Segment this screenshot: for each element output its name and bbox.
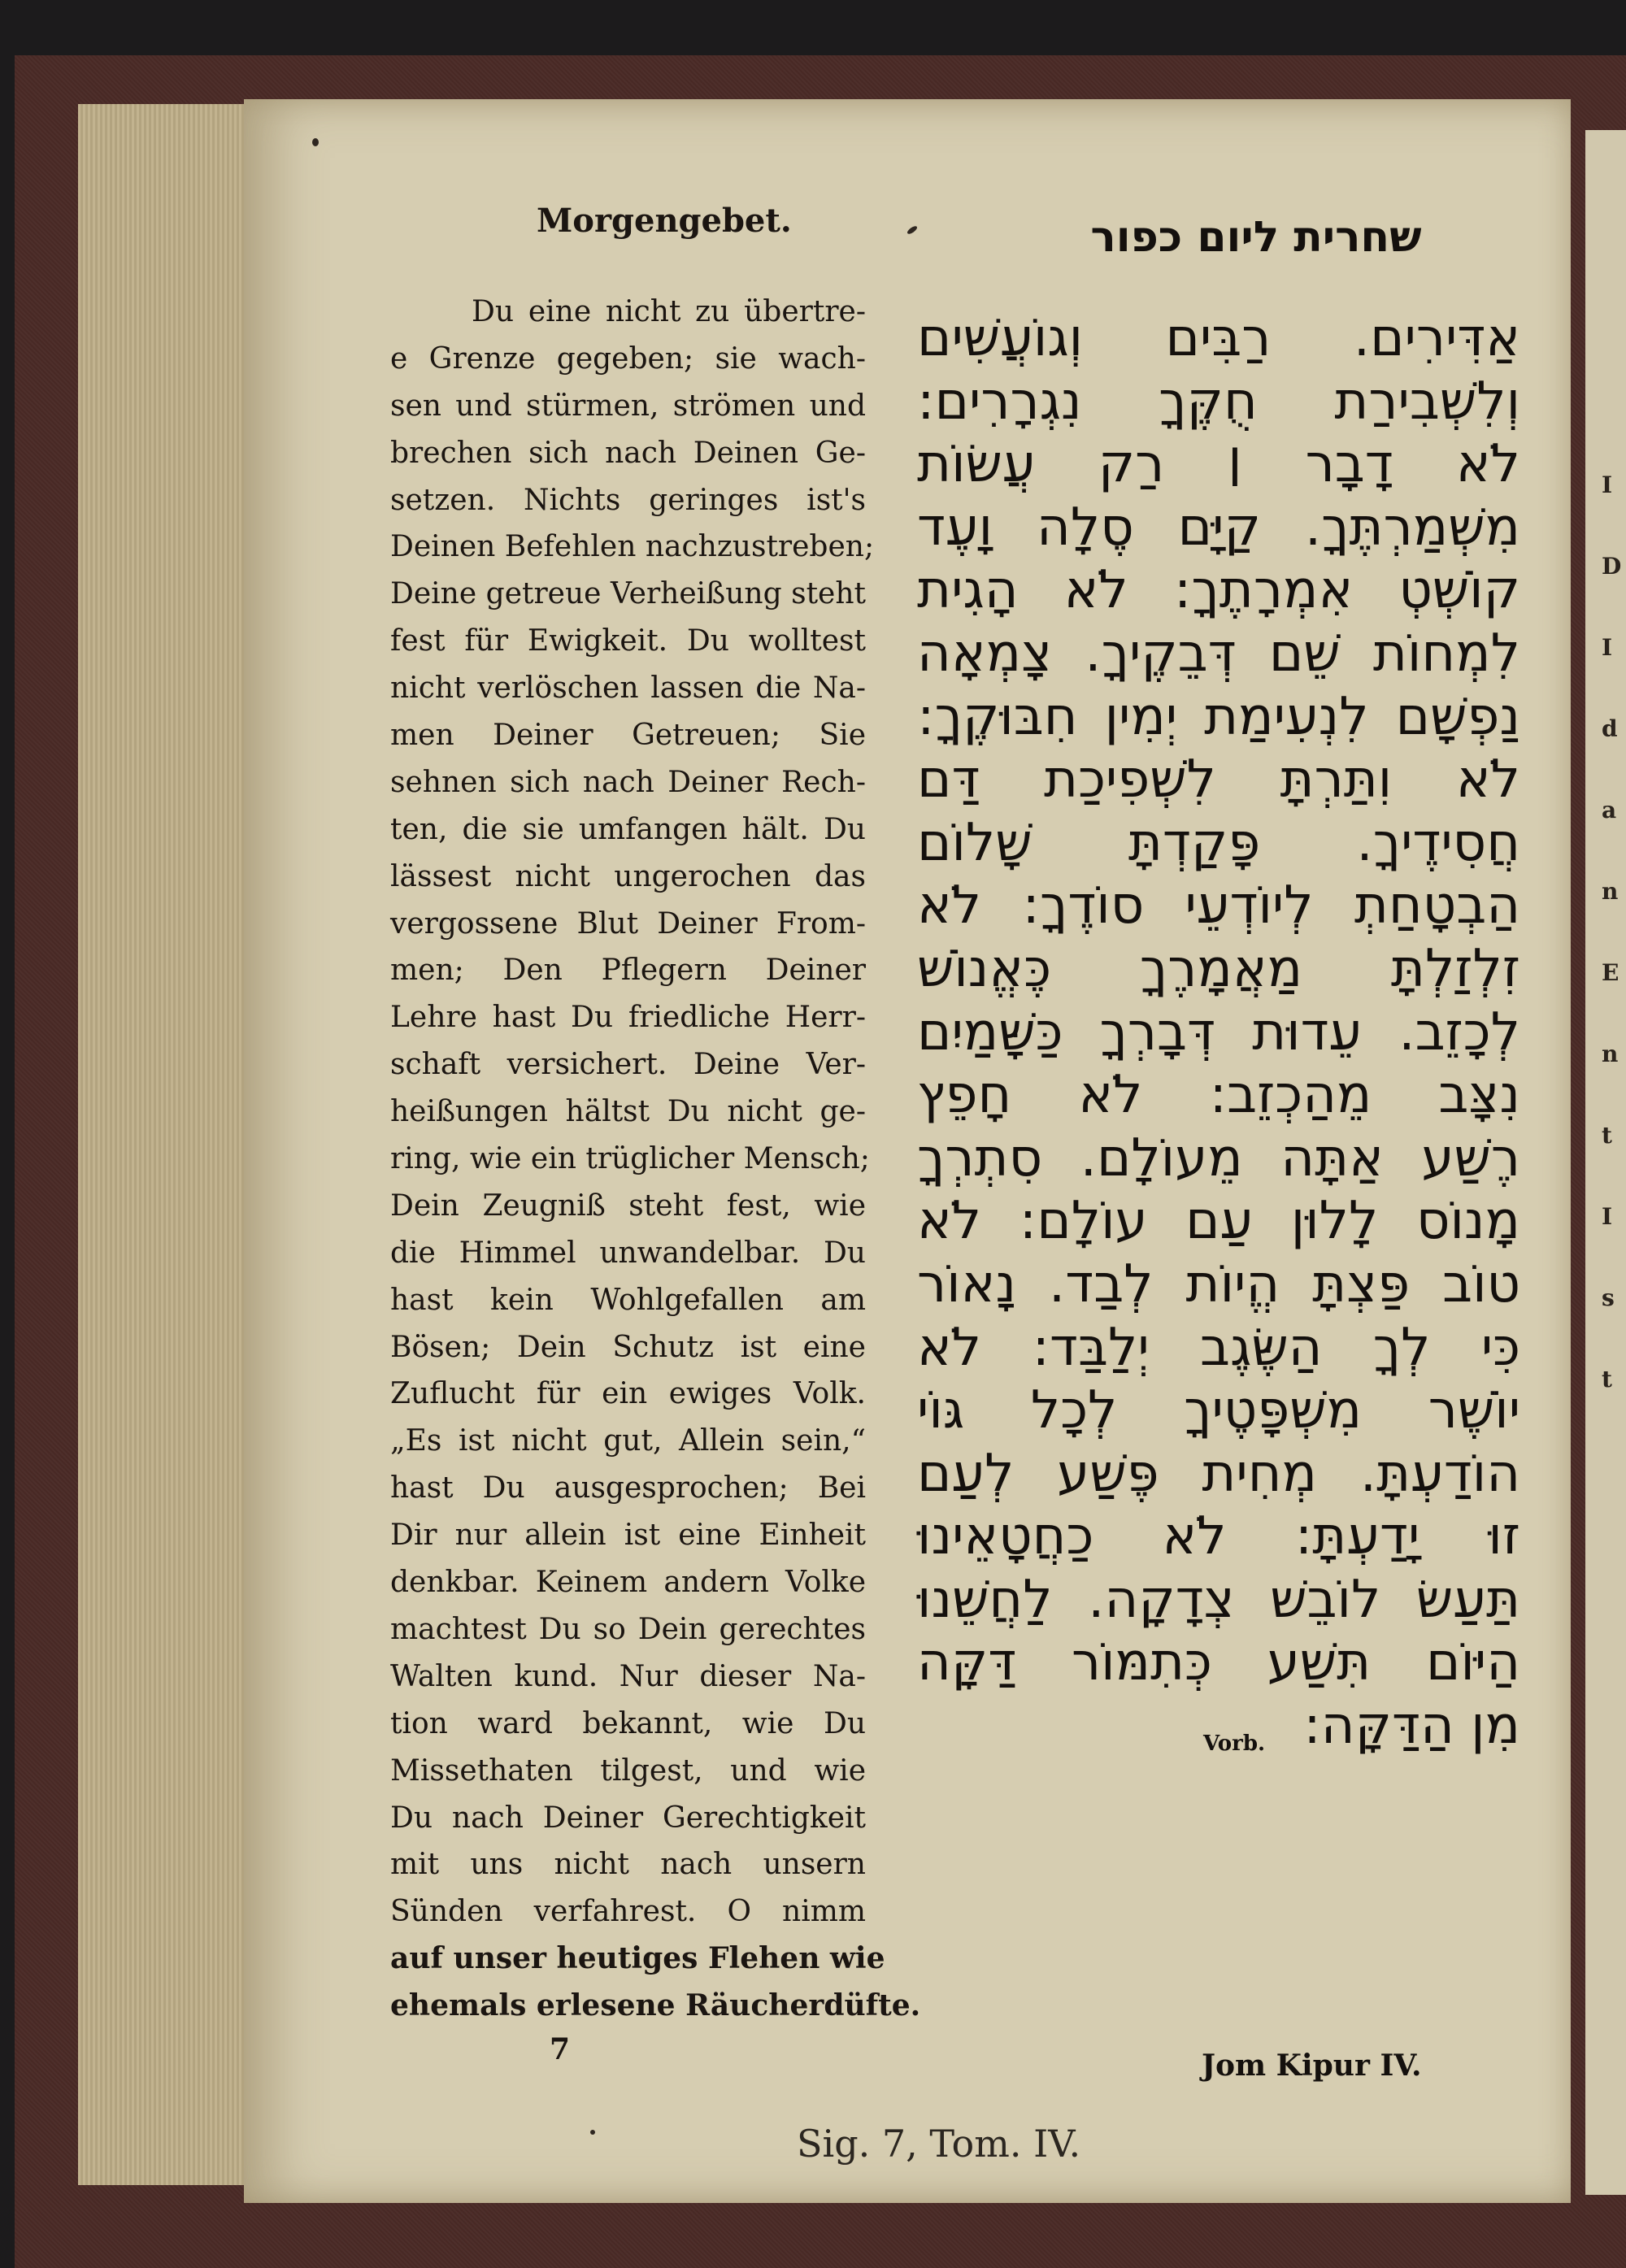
german-text-line: lässest nicht ungerochen das — [390, 859, 866, 893]
vorbeter-marker: Vorb. — [1203, 1731, 1266, 1756]
german-text-line: ring, wie ein trüglicher Mensch; — [390, 1142, 870, 1176]
hebrew-text-line: וְלִשְׁבִירַת חֻקֶּךָ נִגְרָרִים: — [917, 371, 1520, 432]
hebrew-text-line: טוֹב פַּצְתָּ הֱיוֹת לְבַד. נָאוֹר — [917, 1253, 1520, 1314]
german-page-header: Morgengebet. — [537, 202, 792, 240]
hebrew-page-header: שחרית ליום כפור — [1090, 213, 1422, 262]
german-text-line: Bösen; Dein Schutz ist eine — [390, 1330, 866, 1364]
german-text-line: setzen. Nichts geringes ist's — [390, 483, 866, 517]
german-text-line: ehemals erlesene Räucherdüfte. — [390, 1988, 921, 2023]
german-text-line: machtest Du so Dein gerechtes — [390, 1612, 866, 1646]
next-page-letter: I — [1602, 1203, 1613, 1230]
hebrew-text-line: הַבְטָחַתְ לְיוֹדְעֵי סוֹדֶךָ: לֹא — [917, 875, 1520, 936]
german-text-line: sehnen sich nach Deiner Rech- — [390, 765, 866, 799]
german-text-line: heißungen hältst Du nicht ge- — [390, 1095, 866, 1129]
hebrew-text-line: לֹא וִתַּרְתָּ לִשְׁפִיכַת דַּם — [917, 749, 1520, 810]
next-page-letter: E — [1602, 959, 1619, 986]
german-text-line: vergossene Blut Deiner From- — [390, 906, 866, 941]
german-text-line: Du eine nicht zu übertre- — [472, 295, 866, 328]
next-page-letter: D — [1602, 553, 1622, 580]
german-text-line: Zuflucht für ein ewiges Volk. — [390, 1377, 866, 1411]
hebrew-text-line: חֲסִידֶיךָ. פָּקַדְתָּ שָׁלוֹם — [917, 812, 1520, 873]
hebrew-text-line: מָנוֹס לָלוּן עַם עוֹלָם: לֹא — [917, 1191, 1520, 1252]
german-text-line: schaft versichert. Deine Ver- — [390, 1048, 866, 1082]
german-text-line: tion ward bekannt, wie Du — [390, 1706, 866, 1740]
german-text-line: e Grenze gegeben; sie wach- — [390, 341, 866, 376]
next-page-letter: n — [1602, 878, 1619, 905]
next-page-letter: t — [1602, 1366, 1612, 1393]
german-text-line: die Himmel unwandelbar. Du — [390, 1236, 866, 1270]
page-number: 7 — [550, 2032, 571, 2066]
next-page-letter: I — [1602, 634, 1613, 661]
hebrew-text-line: נִצָּב מֵהַכְזֵב: לֹא חָפֵץ — [917, 1065, 1520, 1126]
german-text-line: brechen sich nach Deinen Ge- — [390, 436, 866, 470]
signature-mark: Sig. 7, Tom. IV. — [797, 2122, 1081, 2166]
next-page-letter: I — [1602, 471, 1613, 498]
german-text-line: men Deiner Getreuen; Sie — [390, 719, 866, 753]
ink-speck — [590, 2130, 595, 2135]
hebrew-text-block — [917, 307, 1520, 1758]
german-text-line: hast kein Wohlgefallen am — [390, 1283, 866, 1317]
hebrew-text-line: לֹא דָבָר ׀ רַק עֲשׂוֹת — [917, 434, 1520, 495]
german-text-line: „Es ist nicht gut, Allein sein,“ — [390, 1424, 866, 1458]
german-text-line: Deinen Befehlen nachzustreben; — [390, 530, 875, 564]
german-text-line: nicht verlöschen lassen die Na- — [390, 671, 866, 706]
german-text-line: men; Den Pflegern Deiner — [390, 954, 866, 988]
hebrew-text-line: כִּי לְךָ הַשֶּׂגֶב יְלַבַּד: לֹא — [917, 1317, 1520, 1378]
next-page-letter: s — [1602, 1284, 1615, 1311]
german-text-line: mit uns nicht nach unsern — [390, 1848, 866, 1882]
hebrew-text-line: תַּעַשׂ לוֹבֵשׁ צְדָקָה. לַחֲשֵׁנוּ — [917, 1569, 1520, 1630]
hebrew-text-line: זוּ יָדַעְתָּ: לֹא כַחֲטָאֵינוּ — [917, 1506, 1520, 1567]
hebrew-text-line: יוֹשֶׁר מִשְׁפָּטֶיךָ לְכָל גּוֹי — [917, 1380, 1520, 1441]
next-page-edge — [1585, 130, 1626, 2195]
hebrew-text-line: לְכָזֵב. עֵדוּת דְּבָרְךָ כַּשָּׁמַיִם — [917, 1001, 1520, 1062]
next-page-letter: d — [1602, 715, 1618, 742]
german-text-line: Lehre hast Du friedliche Herr- — [390, 1001, 866, 1035]
hebrew-text-line: הַיּוֹם תִּשַׁע כְּתִמּוֹר דַּקָּה — [917, 1632, 1520, 1693]
german-text-line: auf unser heutiges Flehen wie — [390, 1941, 885, 1976]
next-page-letter: t — [1602, 1122, 1612, 1149]
next-page-letter: n — [1602, 1041, 1619, 1067]
hebrew-text-line: לִמְחוֹת שֵׁם דְּבֵקֶיךָ. צָמְאָה — [917, 623, 1520, 684]
german-text-line: ten, die sie umfangen hält. Du — [390, 812, 866, 846]
hebrew-text-line: אַדִּירִים. רַבִּים וְגוֹעֲשִׁים — [917, 308, 1520, 368]
german-text-line: Deine getreue Verheißung steht — [390, 577, 866, 611]
german-text-line: Dein Zeugniß steht fest, wie — [390, 1188, 866, 1223]
german-text-line: denkbar. Keinem andern Volke — [390, 1566, 866, 1600]
hebrew-text-line: רֶשַׁע אַתָּה מֵעוֹלָם. סִתְרְךָ — [917, 1127, 1520, 1188]
german-text-line: sen und stürmen, strömen und — [390, 389, 866, 423]
german-text-line: fest für Ewigkeit. Du wolltest — [390, 624, 866, 658]
hebrew-text-line: הוֹדַעְתָּ. מְחִית פֶּשַׁע לְעַם — [917, 1443, 1520, 1504]
german-text-line: Sünden verfahrest. O nimm — [390, 1895, 866, 1929]
german-text-line: Walten kund. Nur dieser Na- — [390, 1659, 866, 1693]
running-footer: Jom Kipur IV. — [1202, 2049, 1422, 2083]
hebrew-text-line: זִלְזַלְתָּ מַאֲמָרֶךָ כֶּאֱנוֹשׁ — [917, 938, 1520, 999]
german-text-block — [390, 289, 921, 2030]
hebrew-text-line: מִן הַדַּקָּה: — [1303, 1696, 1520, 1757]
hebrew-text-line: קוֹשְׁטְ אִמְרָתֶךָ: לֹא הָגִית — [917, 560, 1520, 621]
ink-speck — [312, 138, 319, 146]
hebrew-text-line: מִשְׁמַרְתֶּךָ. קַיָּם סֶלָה וָעֶד — [917, 497, 1520, 558]
next-page-letter: a — [1602, 797, 1617, 823]
page-edges — [78, 104, 265, 2185]
german-text-line: Du nach Deiner Gerechtigkeit — [390, 1801, 866, 1835]
german-text-line: Dir nur allein ist eine Einheit — [390, 1519, 866, 1553]
hebrew-text-line: נַפְשָׁם לִנְעִימַת יְמִין חִבּוּקֶךָ: — [917, 686, 1520, 747]
german-text-line: hast Du ausgesprochen; Bei — [390, 1471, 866, 1505]
german-text-line: Missethaten tilgest, und wie — [390, 1753, 866, 1788]
